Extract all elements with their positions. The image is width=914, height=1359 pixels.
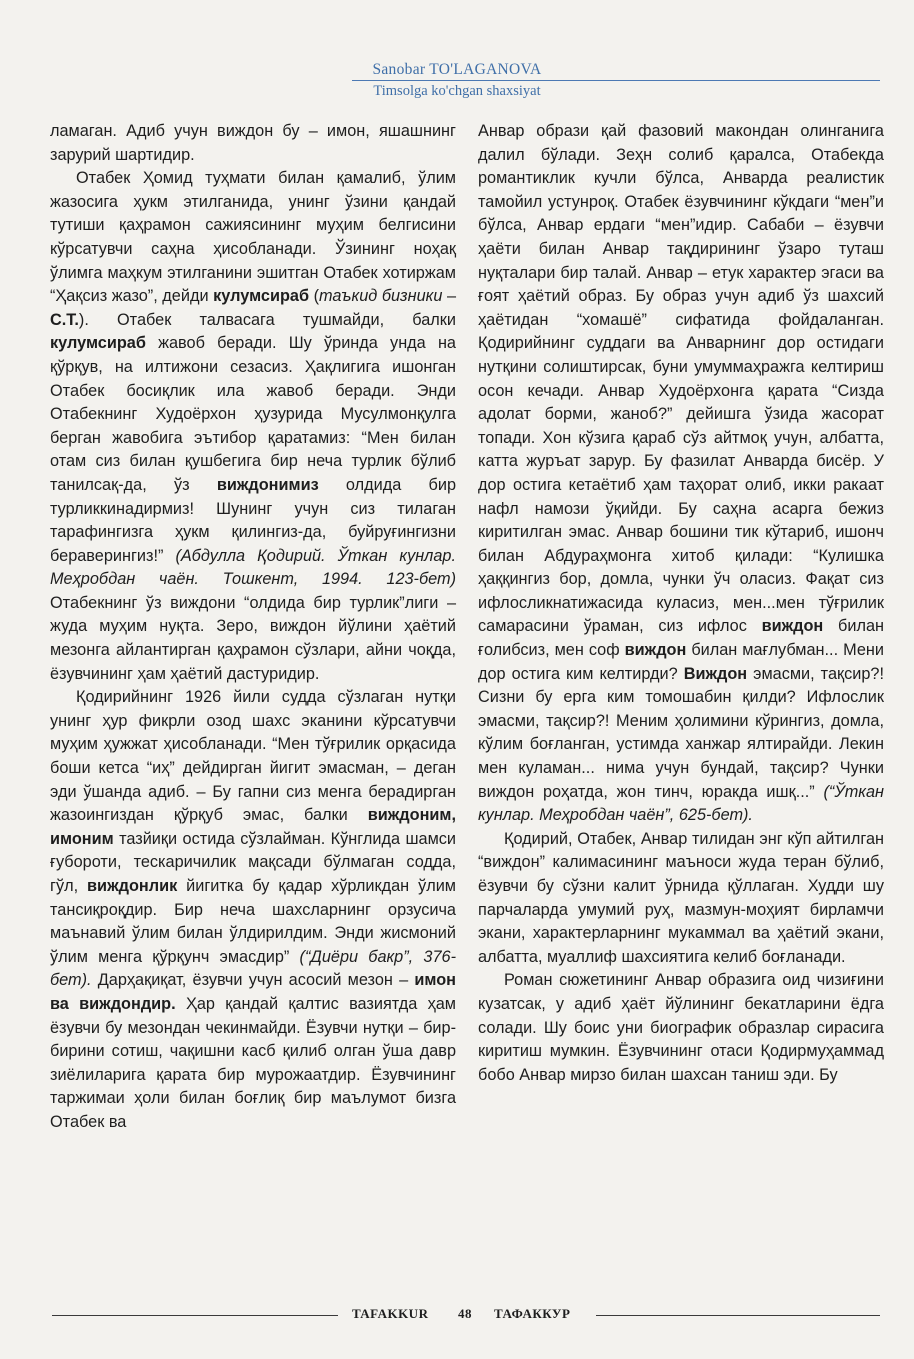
page-number: 48 <box>458 1306 472 1321</box>
left-column <box>50 120 456 1135</box>
paragraph: Қодирийнинг 1926 йили судда сўзлаган нутқи унинг ҳур фикрли озод шахс эканини кўрсатувчи муҳим ҳужжат ҳисобланади. “Мен тўғрилик орқасида боши кетса “иҳ” дейдирган йигит эмасман, – деган эди ўшанда адиб. – Бу гапни сиз менга берадирган жазоингиздан қўрқуб эмас, балки виждоним, имоним тазйиқи остида сўзлайман. Кўнглида шамси ғубороти, тескаричилик мақсади бўлмаган содда, гўл, виждонлик йигитка бу қадар хўрликдан ўлим тансиқроқдир. Бир неча шахсларнинг орзусича маънавий ўлим билан ўлдирилдим. Энди жисмоний ўлим менга қўрқунч эмасдир” (“Диёри бакр”, 376-бет). Дарҳақиқат, ёзувчи учун асосий мезон – имон ва виждондир. Ҳар қандай қалтис вазиятда ҳам ёзувчи бу мезондан чекинмайди. Ёзувчи нутқи – бир-бирини сотиш, чақишни касб қилиб олган ўша давр зиёлиларига қарата бир мурожаатдир. Ёзувчининг таржимаи ҳоли билан боғлиқ бир маълумот бизга Отабек ва <box>50 688 456 1131</box>
header-subtitle: Timsolga ko'chgan shaxsiyat <box>373 83 541 99</box>
footer-rule-right <box>596 1315 880 1316</box>
paragraph: Отабек Ҳомид туҳмати билан қамалиб, ўлим жазосига ҳукм этилганида, унинг ўзини қандай тутиши қаҳрамон сажиясининг муҳим белгисини кўрсатувчи саҳна ҳисобланади. Ўзининг ноҳақ ўлимга маҳкум этилганини эшитган Отабек хотиржам “Ҳақсиз жазо”, дейди кулумсираб (таъкид бизники – С.Т.). Отабек талвасага тушмайди, балки кулумсираб жавоб беради. Шу ўринда унда на қўрқув, на илтижони сезасиз. Ҳақлигига ишонган Отабек босиқлик ила жавоб беради. Энди Отабекнинг Худоёрхон ҳузурида Мусулмонқулга берган жавобига эътибор қаратамиз: “Мен билан отам сиз билан қушбегига бир неча турлик бўлиб танилсақ-да, ўз виждонимиз олдида бир турликкинадирмиз! Шунинг учун сиз тилаган тарафингизга ҳукм қилингиз-да, буйруғингизни бераверингиз!” (Абдулла Қодирий. Ўткан кунлар. Меҳробдан чаён. Тошкент, 1994. 123-бет) Отабекнинг ўз виждони “олдида бир турлик”лиги – жуда муҳим нуқта. Зеро, виждон йўлини ҳаётий мезонга айлантирган қаҳрамон сўзлари, айни чоқда, ёзувчининг ҳам ҳаётий дастуридир. <box>50 169 457 683</box>
paragraph: ламаган. Адиб учун виждон бу – имон, яшашнинг зарурий шартидир. <box>50 122 456 164</box>
header-rule <box>352 80 880 81</box>
paragraph: Роман сюжетининг Анвар образига оид чизиғини кузатсак, у адиб ҳаёт йўлининг бекатларини ёдга солади. Шу боис уни биографик образлар сирасига киритиш мумкин. Ёзувчининг отаси Қодирмуҳаммад бобо Анвар мирзо билан шахсан таниш эди. Бу <box>478 971 884 1084</box>
footer-journal-cyrillic: ТАФАККУР <box>494 1306 571 1321</box>
page-footer <box>0 1306 914 1326</box>
header-author: Sanobar TO'LAGANOVA <box>372 61 542 78</box>
paragraph: Қодирий, Отабек, Анвар тилидан энг кўп айтилган “виждон” калимасининг маъноси жуда теран бўлиб, ёзувчи бу сўзни калит ўрнида қўллаган. Худди шу парчаларда умумий руҳ, мазмун-моҳият бирламчи экани, характерларнинг мукаммал ва ҳаётий экани, албатта, муаллиф шахсиятига келиб боғланади. <box>478 829 884 966</box>
footer-rule-left <box>52 1315 338 1316</box>
running-header <box>0 60 914 100</box>
right-column <box>478 120 884 1087</box>
paragraph: Анвар образи қай фазовий макондан олинганига далил бўлади. Зеҳн солиб қаралса, Отабекда романтиклик кучли бўлса, Анварда реалистик тамойил устунроқ. Отабек ёзувчининг кўкдаги “мен”и бўлса, Анвар ердаги “мен”идир. Сабаби – ёзувчи ҳаёти билан Анвар тақдирининг ўзаро туташ нуқталари бир талай. Анвар – етук характер эгаси ва ғоят ҳаётий образ. Бу образ учун адиб ўз шахсий ҳаётидан “хомашё” сифатида фойдаланган. Қодирийнинг суддаги ва Анварнинг дор остидаги нутқини солиштирсак, буни умуммаҳражга келтириш осон кечади. Анвар Худоёрхонга қарата “Сизда адолат борми, жаноб?” дейишга ўзида жасорат топади. Хон кўзига қараб сўз айтмоқ учун, албатта, катта журъат зарур. Бу фазилат Анварда бисёр. У дор остига кетаётиб ҳам таҳорат олиб, икки ракаат нафл намози ўқийди. Бу саҳна асарга бежиз киритилган эмас. Анвар бошини тик кўтариб, ишонч билан Абдураҳмонга хитоб қилади: “Кулишка ҳаққингиз бор, домла, чунки ўч оласиз. Фақат сиз ифлосликнатижасида куласиз, мен...мен тўғрилик самарасини ўраман, сиз ифлос виждон билан ғолибсиз, мен соф виждон билан мағлубман... Мени дор остига ким келтирди? Виждон эмасми, тақсир?! Сизни бу ерга ким томошабин қилди? Ифлослик эмасми, тақсир?! Меним ҳолимини кўрингиз, домла, кўлим боғланган, устимда ханжар ялтирайди. Лекин мен куламан... нима учун бундай, тақсир? Чунки виждон роҳатда, жон тинч, юракда ишқ...” (“Ўткан кунлар. Меҳробдан чаён”, 625-бет). <box>478 122 884 825</box>
footer-journal-latin: TAFAKKUR <box>352 1306 429 1321</box>
